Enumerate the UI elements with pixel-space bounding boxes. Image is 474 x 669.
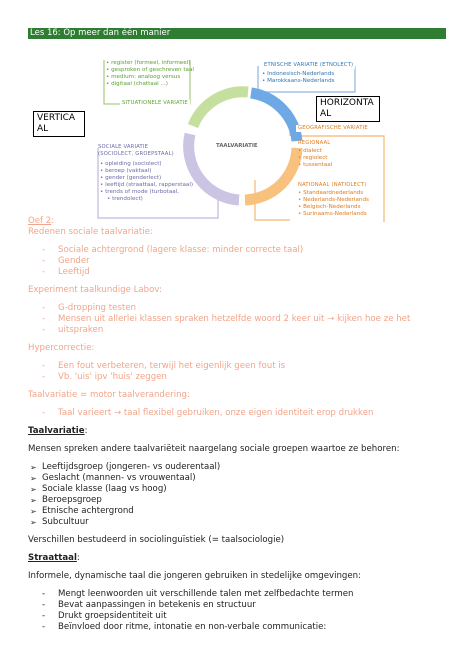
social-item: • trends of mode (turbotaal, (100, 189, 193, 196)
straattaal-intro: Informele, dynamische taal die jongeren gebruiken in stedelijke omgevingen: (28, 571, 362, 581)
situational-list (106, 60, 194, 88)
redenen-heading: Redenen sociale taalvariatie: (28, 227, 153, 237)
ethnic-list (262, 71, 335, 85)
social-header (98, 144, 174, 158)
taalvariatie-heading-colon: : (84, 426, 88, 436)
list-item: - Drukt groepsidentiteit uit (28, 611, 448, 622)
list-item: - Een fout verbeteren, terwijl het eigenlijk geen fout is (28, 361, 448, 372)
situational-item: • medium: analoog versus (106, 74, 194, 81)
geo-regional-item: • dialect (298, 148, 332, 155)
list-item: - Vb. 'uis' ipv 'huis' zeggen (28, 372, 448, 383)
ethnic-item: • Indonesisch-Nederlands (262, 71, 335, 78)
list-item: - G-dropping testen (28, 303, 448, 314)
taalvariatie-heading (28, 426, 448, 437)
geo-regional-item: • regiolect (298, 155, 332, 162)
list-item: - Bevat aanpassingen in betekenis en structuur (28, 600, 448, 611)
donut-situational (193, 92, 248, 126)
social-item: • opleiding (sociolect) (100, 161, 193, 168)
straattaal-list (28, 589, 448, 633)
geo-regional-header: REGIONAAL (298, 140, 331, 146)
horizontal-label: HORIZONTA AL (316, 96, 380, 122)
straattaal-heading-text: Straattaal (28, 553, 77, 563)
geo-regional-list (298, 148, 332, 169)
social-item: • trendolect) (100, 196, 193, 203)
situational-item: • digitaal (chattaal ...) (106, 81, 194, 88)
oef2-heading (28, 216, 448, 227)
straattaal-heading (28, 553, 448, 564)
taalvariatie-diagram (0, 0, 474, 222)
taalvariatie-outro: Verschillen bestudeerd in sociolinguïstiek (= taalsociologie) (28, 535, 285, 545)
ethnic-header: ETNISCHE VARIATIE (ETNOLECT) (264, 62, 354, 68)
geo-national-header: NATIONAAL (NATIOLECT) (298, 182, 367, 188)
list-item: - Taal varieert → taal flexibel gebruiken, onze eigen identiteit erop drukken (28, 408, 448, 419)
motor-list (28, 408, 448, 419)
situational-item: • gesproken of geschreven taal (106, 67, 194, 74)
vertical-label: VERTICA AL (33, 111, 85, 137)
list-item: - Mensen uit allerlei klassen spraken hetzelfde woord 2 keer uit → kijken hoe ze het (28, 314, 448, 325)
list-item: - Beïnvloed door ritme, intonatie en non-verbale communicatie: (28, 622, 448, 633)
taalvariatie-list (28, 462, 448, 528)
social-item: • leeftijd (straattaal, rapperstaal) (100, 182, 193, 189)
geo-national-item: • Nederlands-Nederlands (298, 197, 369, 204)
list-item: - Mengt leenwoorden uit verschillende talen met zelfbedachte termen (28, 589, 448, 600)
list-item: - Sociale achtergrond (lagere klasse: minder correcte taal) (28, 245, 448, 256)
list-item: - Leeftijd (28, 267, 448, 278)
list-item: ➢ Beroepsgroep (28, 495, 448, 506)
social-item: • beroep (vaktaal) (100, 168, 193, 175)
situational-item: • register (formeel, informeel) (106, 60, 194, 67)
list-item: ➢ Leeftijdsgroep (jongeren- vs ouderentaal) (28, 462, 448, 473)
geo-regional-item: • tussentaal (298, 162, 332, 169)
redenen-list (28, 245, 448, 278)
donut-geo (245, 148, 297, 200)
list-item: ➢ Geslacht (mannen- vs vrouwentaal) (28, 473, 448, 484)
list-item: - Gender (28, 256, 448, 267)
social-list (100, 161, 193, 203)
page-title: Les 16: Op meer dan één manier (28, 28, 446, 39)
labov-list (28, 303, 448, 336)
taalvariatie-heading-text: Taalvariatie (28, 426, 85, 436)
motor-heading: Taalvariatie = motor taalverandering: (28, 390, 190, 400)
social-header-line2: (SOCIOLECT, GROEPSTAAL) (98, 151, 174, 157)
geo-national-item: • Standaardnederlands (298, 190, 369, 197)
hyper-list (28, 361, 448, 383)
taalvariatie-intro: Mensen spreken andere taalvariëteit naargelang sociale groepen waartoe ze behoren: (28, 444, 400, 454)
labov-heading: Experiment taalkundige Labov: (28, 285, 162, 295)
hyper-heading: Hypercorrectie: (28, 343, 95, 353)
geo-national-list (298, 190, 369, 218)
list-item: ➢ Etnische achtergrond (28, 506, 448, 517)
notes-content (28, 216, 448, 633)
social-item: • gender (genderlect) (100, 175, 193, 182)
situational-header: SITUATIONELE VARIATIE (122, 100, 188, 106)
geo-national-item: • Belgisch-Nederlands (298, 204, 369, 211)
donut-center-label: TAALVARIATIE (216, 143, 258, 149)
oef2-heading-colon: : (51, 216, 55, 226)
oef2-section (28, 216, 448, 419)
list-item: ➢ Sociale klasse (laag vs hoog) (28, 484, 448, 495)
geo-national-item: • Surinaams-Nederlands (298, 211, 369, 218)
ethnic-item: • Marokkaans-Nederlands (262, 78, 335, 85)
list-item-continuation: - uitspraken (28, 325, 448, 336)
oef2-heading-text: Oef 2 (28, 216, 52, 226)
social-header-line1: SOCIALE VARIATIE (98, 144, 149, 150)
list-item: ➢ Subcultuur (28, 517, 448, 528)
straattaal-heading-colon: : (76, 553, 80, 563)
geo-header: GEOGRAFISCHE VARIATIE (298, 125, 368, 131)
